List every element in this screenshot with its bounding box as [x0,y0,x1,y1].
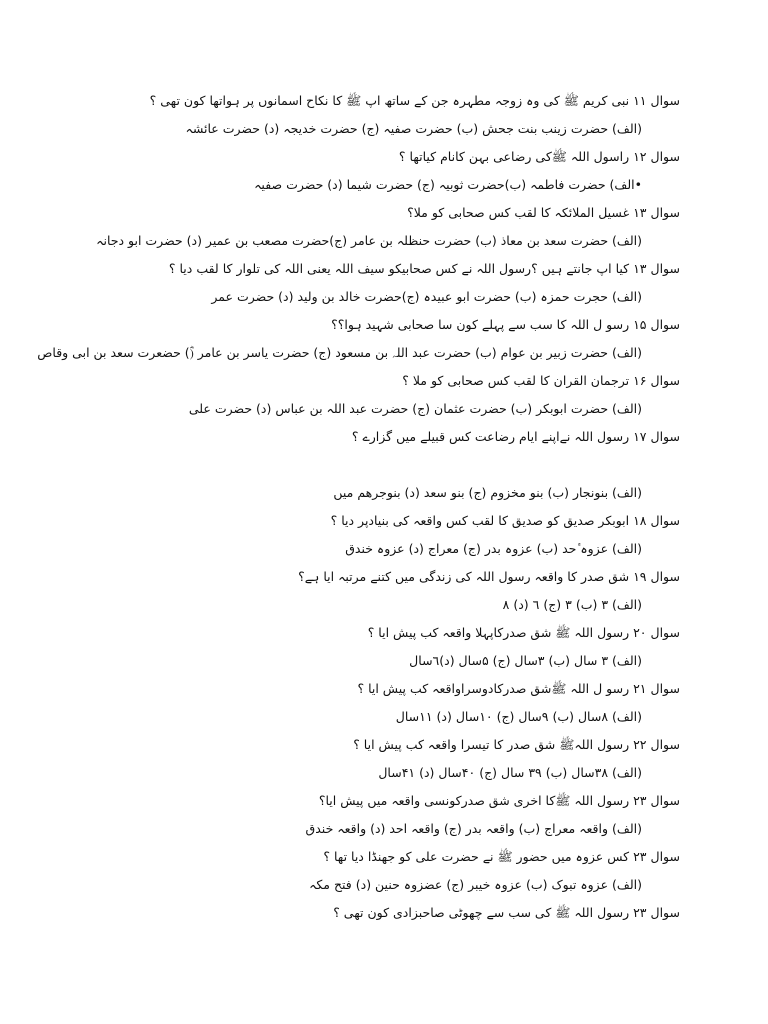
answer-options-22: (الف) ۳۸سال (ب) ۳۹ سال (ج) ۴۰سال (د) ۴۱سال [378,765,642,780]
answer-options-14: (الف) حجرت حمزہ (ب) حضرت ابو عبیدہ (ج)حضرت خالد بن ولید (د) حضرت عمر [211,289,642,304]
answer-options-13: (الف) حضرت سعد بن معاذ (ب) حضرت حنظلہ بن عامر (ج)حضرت مصعب بن عمیر (د) حضرت ابو دجانہ [96,233,642,248]
question-24: سوال ۲۳ کس عزوہ میں حضور ﷺ نے حضرت علی کو جھنڈا دیا تھا ؟ [323,849,680,864]
question-20: سوال ۲۰ رسول اللہ ﷺ شق صدرکاپہلا واقعہ کب پیش ایا ؟ [367,625,680,640]
answer-options-23: (الف) واقعہ معراج (ب) واقعہ بدر (ج) واقعہ احد (د) واقعہ خندق [305,821,642,836]
answer-options-17: (الف) بنونجار (ب) بنو مخزوم (ج) بنو سعد (د) بنوجرھم میں [333,485,642,500]
question-15: سوال ۱۵ رسو ل اللہ کا سب سے پہلے کون سا صحابی شہید ہوا؟؟ [331,317,680,332]
question-16: سوال ۱۶ ترجمان القران کا لقب کس صحابی کو ملا ؟ [402,373,680,388]
question-17: سوال ۱۷ رسول اللہ نےاپنے ایام رضاعت کس قبیلے میں گزارے ؟ [351,429,680,444]
answer-options-12: •الف) حضرت فاطمہ (ب)حضرت ثوبیہ (ج) حضرت شیما (د) حضرت صفیہ [254,177,642,192]
question-14: سوال ۱۳ کیا اپ جانتے ہیں ؟رسول اللہ نے کس صحابیکو سیف اللہ یعنی اللہ کی تلوار کا لقب دیا ؟ [168,261,680,276]
answer-options-15: (الف) حضرت زبیر بن عوام (ب) حضرت عبد اللہ بن مسعود (ج) حضرت یاسر بن عامر (ؓ) حضعرت سعد بن ابی وقاص [37,345,642,360]
answer-options-20: (الف) ۳ سال (ب) ۳سال (ج) ۵سال (د)٦سال [409,653,642,668]
answer-options-16: (الف) حضرت ابوبکر (ب) حضرت عثمان (ج) حضرت عبد اللہ بن عباس (د) حضرت علی [188,401,642,416]
question-23: سوال ۲۳ رسول اللہ ﷺکا اخری شق صدرکونسی واقعہ میں پیش ایا؟ [318,793,680,808]
question-12: سوال ۱۲ راسول اللہ ﷺکی رضاعی بہن کانام کیاتھا ؟ [398,149,680,164]
answer-options-21: (الف) ۸سال (ب) ۹سال (ج) ۱۰سال (د) ۱۱سال [395,709,642,724]
answer-options-19: (الف) ۳ (ب) ۳ (ج) ٦ (د) ۸ [502,597,642,612]
answer-options-24: (الف) عزوہ تبوک (ب) عزوہ خیبر (ج) عضزوہ حنین (د) فتح مکہ [309,877,642,892]
question-19: سوال ۱۹ شق صدر کا واقعہ رسول اللہ کی زندگی میں کتنے مرتبہ ایا ہے؟ [298,569,680,584]
answer-options-18: (الف) عزوہ ٔحد (ب) عزوہ بدر (ج) معراج (د) عزوہ خندق [345,541,642,556]
question-11: سوال ۱۱ نبی کریم ﷺ کی وہ زوجہ مطہرہ جن کے ساتھ اپ ﷺ کا نکاح اسمانوں پر ہواتھا کون تھی ؟ [149,93,680,108]
answer-options-11: (الف) حضرت زینب بنت جحش (ب) حضرت صفیہ (ج) حضرت خدیجہ (د) حضرت عائشہ [185,121,642,136]
question-18: سوال ۱۸ ابوبکر صدیق کو صدیق کا لقب کس واقعہ کی بنیادپر دیا ؟ [330,513,680,528]
question-25: سوال ۲۳ رسول اللہ ﷺ کی سب سے چھوٹی صاحبزادی کون تھی ؟ [333,905,680,920]
question-13: سوال ۱۳ غسیل الملائکہ کا لقب کس صحابی کو ملا؟ [407,205,680,220]
question-21: سوال ۲۱ رسو ل اللہ ﷺشق صدرکادوسراواقعہ کب پیش ایا ؟ [357,681,680,696]
question-22: سوال ۲۲ رسول اللہﷺ شق صدر کا تیسرا واقعہ کب پیش ایا ؟ [353,737,680,752]
